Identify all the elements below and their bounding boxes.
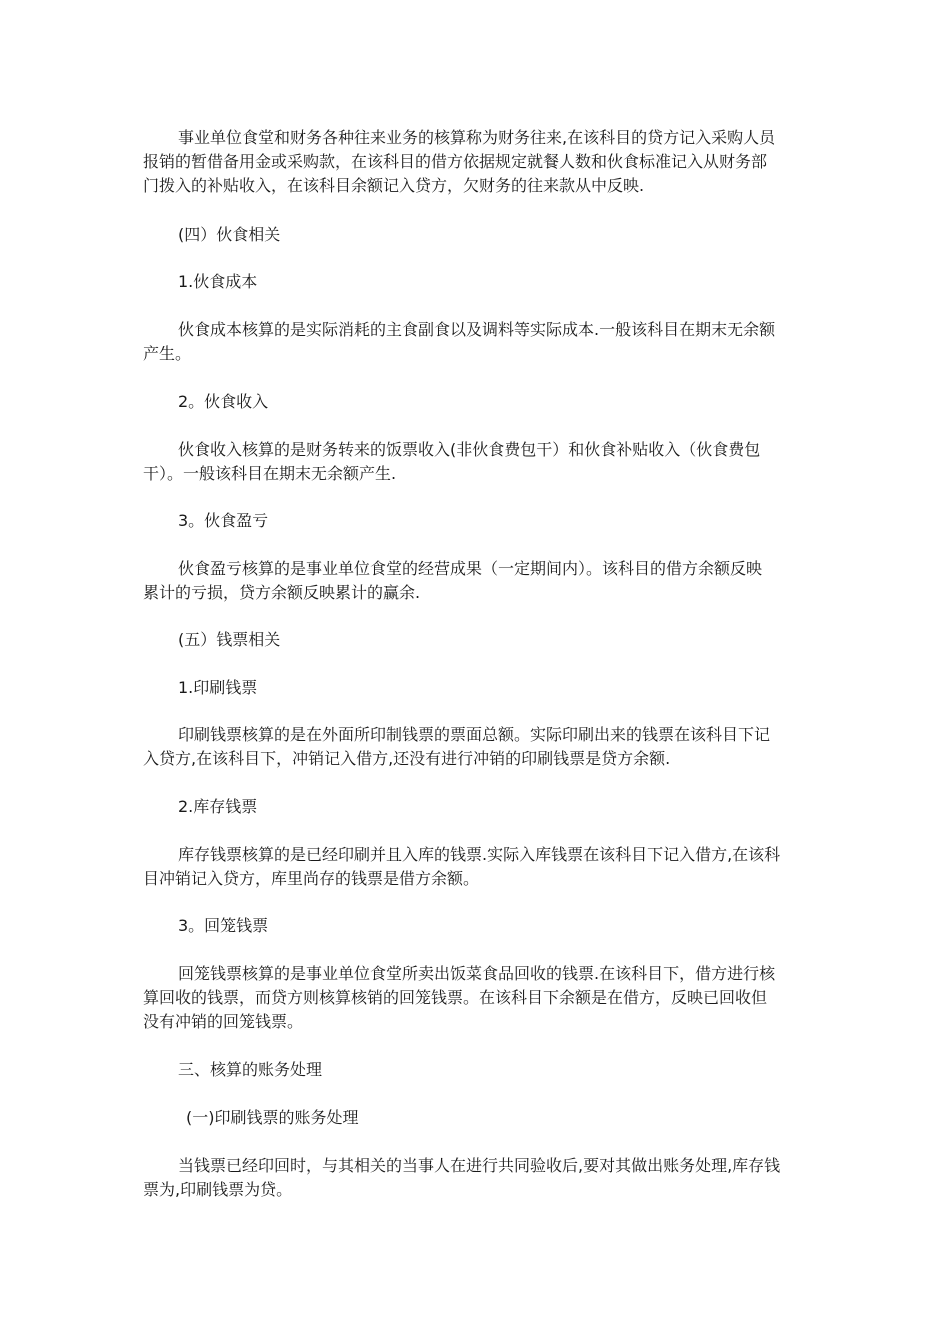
text-line: 产生。	[143, 344, 192, 363]
text-line: 目冲销记入贷方，库里尚存的钱票是借方余额。	[143, 869, 480, 888]
subheading-stock-tickets: 2.库存钱票	[178, 797, 258, 816]
subheading-printed-tickets: 1.印刷钱票	[178, 678, 258, 697]
text-line: 事业单位食堂和财务各种往来业务的核算称为财务往来,在该科目的贷方记入采购人员	[178, 128, 776, 147]
paragraph-printed-tickets	[143, 723, 807, 771]
subheading-recovered-tickets: 3。回笼钱票	[178, 916, 269, 935]
subheading-meal-profit-loss: 3。伙食盈亏	[178, 511, 269, 530]
text-line: 库存钱票核算的是已经印刷并且入库的钱票.实际入库钱票在该科目下记入借方,在该科	[178, 845, 781, 864]
paragraph-meal-profit-loss	[143, 557, 807, 605]
text-line: 算回收的钱票，而贷方则核算核销的回笼钱票。在该科目下余额是在借方，反映已回收但	[143, 988, 768, 1007]
paragraph-recovered-tickets	[143, 962, 807, 1034]
text-line: 门拨入的补贴收入，在该科目余额记入贷方，欠财务的往来款从中反映.	[143, 176, 645, 195]
section-heading-accounting-treatment: 三、核算的账务处理	[178, 1060, 323, 1079]
paragraph-printed-tickets-accounting	[143, 1154, 807, 1202]
subheading-meal-cost: 1.伙食成本	[178, 272, 258, 291]
text-line: 当钱票已经印回时，与其相关的当事人在进行共同验收后,要对其做出账务处理,库存钱	[178, 1156, 781, 1175]
paragraph-meal-income	[143, 438, 807, 486]
text-line: 伙食成本核算的是实际消耗的主食副食以及调料等实际成本.一般该科目在期末无余额	[178, 320, 776, 339]
section-heading-tickets: (五）钱票相关	[178, 630, 281, 649]
section-heading-meals: (四）伙食相关	[178, 225, 281, 244]
text-line: 干）。一般该科目在期末无余额产生.	[143, 464, 397, 483]
text-line: 报销的暂借备用金或采购款，在该科目的借方依据规定就餐人数和伙食标准记入从财务部	[143, 152, 768, 171]
subheading-meal-income: 2。伙食收入	[178, 392, 269, 411]
text-line: 印刷钱票核算的是在外面所印制钱票的票面总额。实际印刷出来的钱票在该科目下记	[178, 725, 771, 744]
text-line: 没有冲销的回笼钱票。	[143, 1012, 304, 1031]
text-line: 累计的亏损，贷方余额反映累计的赢余.	[143, 583, 421, 602]
text-line: 回笼钱票核算的是事业单位食堂所卖出饭菜食品回收的钱票.在该科目下，借方进行核	[178, 964, 776, 983]
text-line: 入贷方,在该科目下，冲销记入借方,还没有进行冲销的印刷钱票是贷方余额.	[143, 749, 671, 768]
text-line: 票为,印刷钱票为贷。	[143, 1180, 293, 1199]
text-line: 伙食盈亏核算的是事业单位食堂的经营成果（一定期间内）。该科目的借方余额反映	[178, 559, 763, 578]
paragraph-stock-tickets	[143, 843, 807, 891]
paragraph-meal-cost	[143, 318, 807, 366]
text-line: 伙食收入核算的是财务转来的饭票收入(非伙食费包干）和伙食补贴收入（伙食费包	[178, 440, 761, 459]
paragraph-financial-transactions	[143, 126, 807, 198]
subheading-printed-tickets-accounting: (一)印刷钱票的账务处理	[186, 1108, 359, 1127]
